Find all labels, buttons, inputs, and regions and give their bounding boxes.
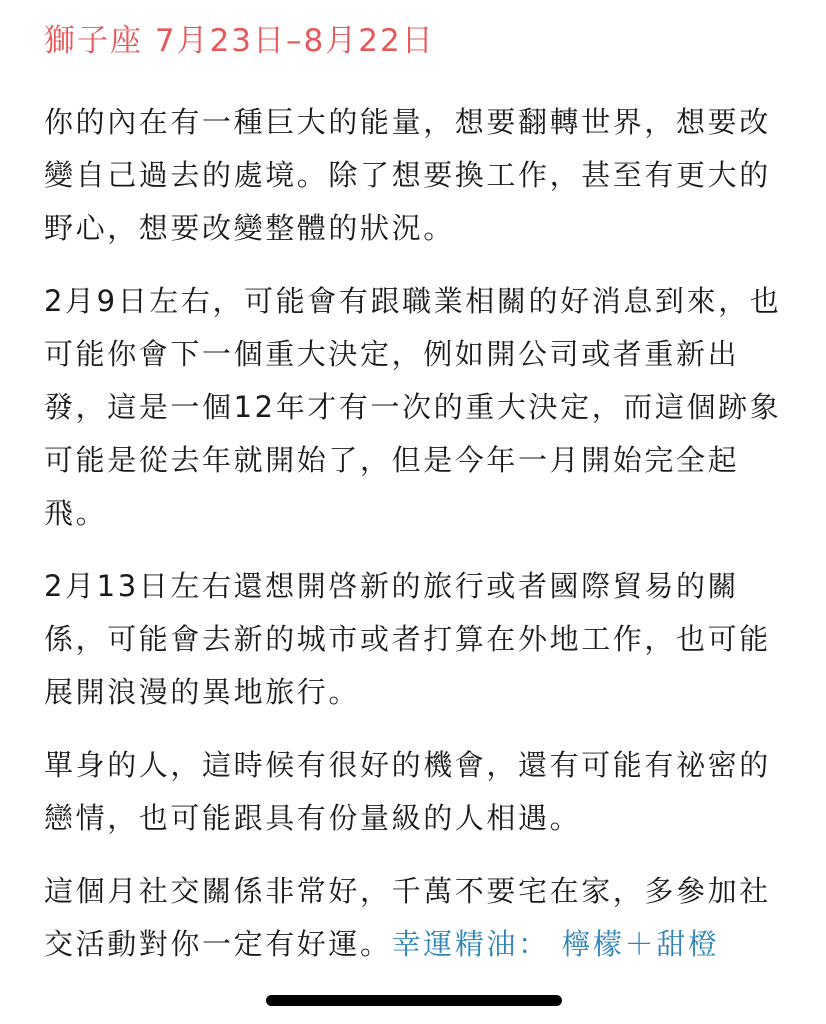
paragraph-single: 單身的人，這時候有很好的機會，還有可能有祕密的戀情，也可能跟具有份量級的人相遇。: [44, 748, 771, 835]
paragraph-social-text: 這個月社交關係非常好，千萬不要宅在家，多參加社交活動對你一定有好運。: [44, 874, 771, 961]
paragraph-social: [44, 865, 784, 971]
article: [44, 16, 784, 971]
paragraph-feb-9: 2月9日左右，可能會有跟職業相關的好消息到來，也可能你會下一個重大決定，例如開公司或者重新出發，這是一個12年才有一次的重大決定，而這個跡象可能是從去年就開始了，但是今年一月開始完全起飛。: [44, 284, 782, 530]
zodiac-heading: 獅子座 7月23日–8月22日: [44, 23, 435, 59]
home-indicator-bar[interactable]: [266, 995, 562, 1006]
paragraph-feb-13: 2月13日左右還想開啓新的旅行或者國際貿易的關係，可能會去新的城市或者打算在外地工作，也可能展開浪漫的異地旅行。: [44, 569, 771, 709]
paragraph-intro: 你的內在有一種巨大的能量，想要翻轉世界，想要改變自己過去的處境。除了想要換工作，甚至有更大的野心，想要改變整體的狀況。: [44, 105, 771, 245]
lucky-oil-link[interactable]: 幸運精油： 檸檬＋甜橙: [391, 927, 720, 961]
